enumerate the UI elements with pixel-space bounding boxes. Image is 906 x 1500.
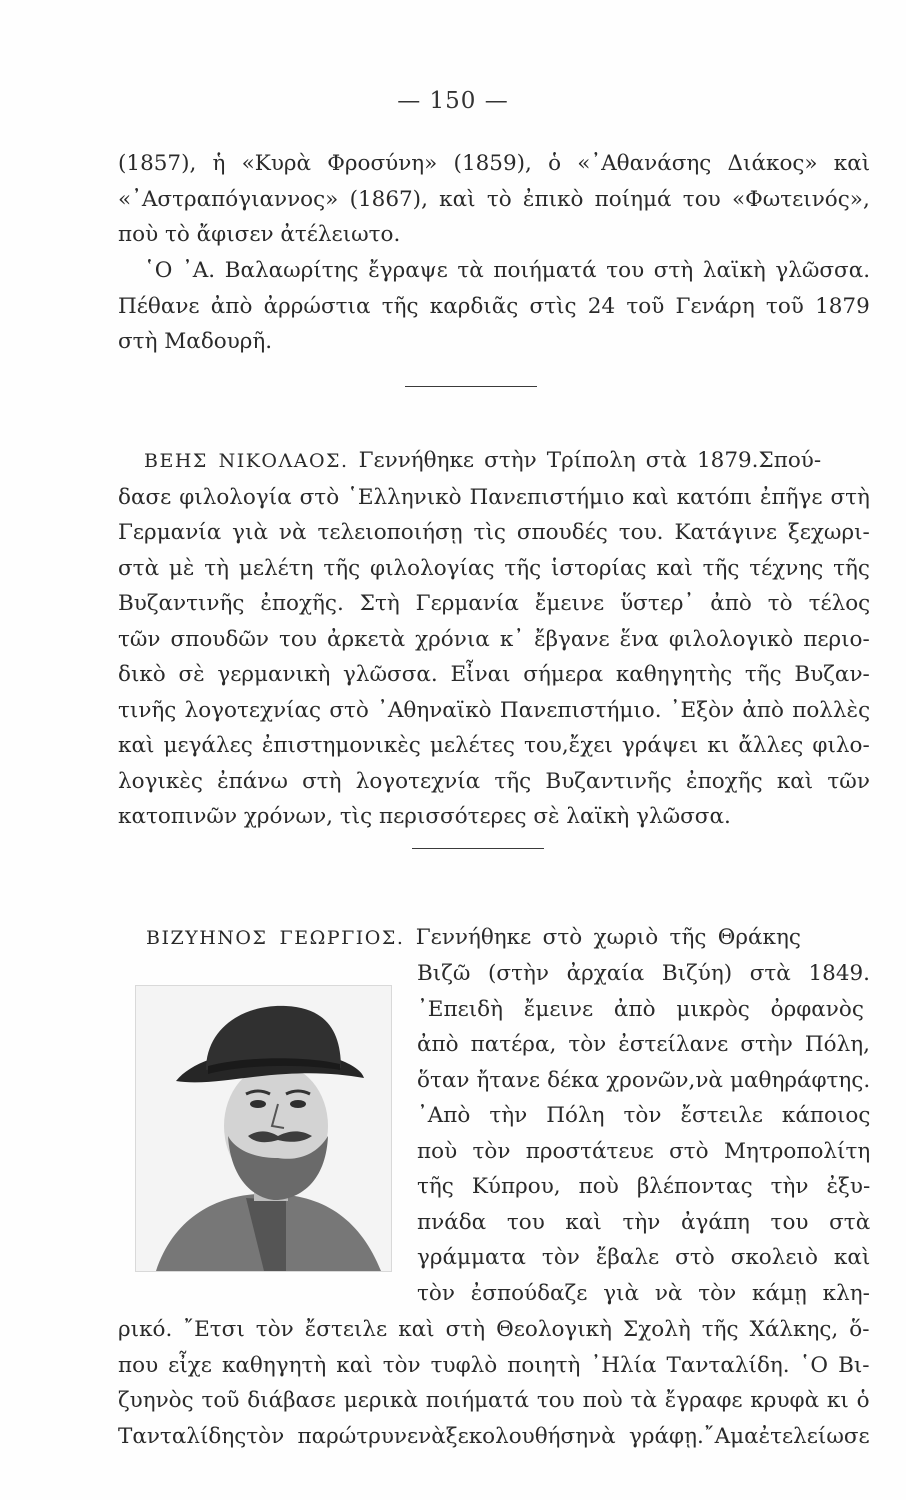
entry-vizyinos-wrapped	[417, 956, 870, 1311]
entry-vizyinos-heading	[118, 920, 870, 957]
entry-name: ΒΙΖΥΗΝΟΣ ΓΕΩΡΓΙΟΣ.	[146, 927, 405, 949]
text-line: δασε φιλολογία στὸ ῾Ελληνικὸ Πανεπιστήμιο καὶ κατόπι ἐπῆγε στὴ	[118, 484, 870, 510]
text-line: Γερμανία γιὰ νὰ τελειοποιήσῃ τὶς σπουδές του. Κατάγινε ξεχωρι-	[118, 520, 870, 545]
entry-text: Γεννήθηκε στὴν Τρίπολη στὰ 1879.Σπού-	[358, 448, 822, 473]
text-line: ῾Ο ᾿Α. Βαλαωρίτης ἔγραψε τὰ ποιήματά του στὴ λαϊκὴ γλῶσσα.	[144, 258, 870, 283]
text-line: λογικὲς ἐπάνω στὴ λογοτεχνία τῆς Βυζαντινῆς ἐποχῆς καὶ τῶν	[118, 768, 870, 794]
entry-vizyinos-continued	[118, 1312, 870, 1454]
text-line: τῶν σπουδῶν του ἀρκετὰ χρόνια κ᾿ ἔβγανε ἕνα φιλολογικὸ περιο-	[118, 626, 870, 652]
text-line: τὸν ἐσπούδαζε γιὰ νὰ τὸν κάμῃ κλη-	[417, 1280, 870, 1306]
text-line: ζυηνὸς τοῦ διάβασε μερικὰ ποιήματά του ποὺ τὰ ἔγραφε κρυφὰ κι ὁ	[118, 1388, 870, 1413]
text-line: γράμματα τὸν ἔβαλε στὸ σκολειὸ καὶ	[417, 1245, 871, 1270]
text-line: ᾿Απὸ τὴν Πόλη τὸν ἔστειλε κάποιος	[417, 1103, 871, 1128]
text-line: ρικό. ῎Ετσι τὸν ἔστειλε καὶ στὴ Θεολογικὴ Σχολὴ τῆς Χάλκης, ὅ-	[118, 1317, 870, 1342]
text-line: καὶ μεγάλες ἐπιστημονικὲς μελέτες του,ἔχει γράψει κι ἄλλες φιλο-	[118, 733, 870, 758]
text-line: ποὺ τὸ ἄφισεν ἀτέλειωτο.	[118, 222, 401, 247]
text-line: Βιζῶ (στὴν ἀρχαία Βιζύη) στὰ 1849.	[417, 961, 871, 986]
entry-vernes	[118, 443, 870, 835]
text-line: τινῆς λογοτεχνίας στὸ ᾿Αθηναϊκὸ Πανεπιστήμιο. ᾿Εξὸν ἀπὸ πολλὲς	[118, 697, 870, 723]
portrait-image	[135, 985, 392, 1272]
section-divider	[412, 848, 544, 849]
paragraph-valaoritis-death	[118, 253, 870, 360]
text-line: ποὺ τὸν προστάτευε στὸ Μητροπολίτη	[417, 1138, 871, 1164]
text-line: ὅταν ἤτανε δέκα χρονῶν,νὰ μαθηράφτης.	[417, 1067, 871, 1093]
paragraph-valaoritis-works	[118, 146, 870, 253]
text-line: στὴ Μαδουρῆ.	[118, 329, 273, 354]
text-line: Πέθανε ἀπὸ ἀρρώστια τῆς καρδιᾶς στὶς 24 τοῦ Γενάρη τοῦ 1879	[118, 293, 870, 319]
text-line: στὰ μὲ τὴ μελέτη τῆς φιλολογίας τῆς ἱστορίας καὶ τῆς τέχνης τῆς	[118, 555, 870, 581]
section-divider	[405, 386, 537, 387]
text-line: ἀπὸ πατέρα, τὸν ἐστείλανε στὴν Πόλη,	[417, 1032, 870, 1057]
text-line: «᾿Αστραπόγιαννος» (1867), καὶ τὸ ἐπικὸ ποίημά του «Φωτεινός»,	[118, 186, 870, 212]
page-number: — 150 —	[397, 88, 509, 114]
entry-text: Γεννήθηκε στὸ χωριὸ τῆς Θράκης	[415, 925, 801, 950]
text-line: δικὸ σὲ γερμανικὴ γλῶσσα. Εἶναι σήμερα καθηγητὴς τῆς Βυζαν-	[118, 662, 870, 687]
entry-first-line	[118, 920, 870, 957]
text-line: Βυζαντινῆς ἐποχῆς. Στὴ Γερμανία ἔμεινε ὕστερ᾿ ἀπὸ τὸ τέλος	[118, 591, 870, 616]
entry-name: ΒΕΗΣ ΝΙΚΟΛΑΟΣ.	[144, 450, 349, 472]
text-line: που εἶχε καθηγητὴ καὶ τὸν τυφλὸ ποιητὴ ᾿Ηλία Τανταλίδη. ῾Ο Βι-	[118, 1352, 870, 1378]
portrait-drawing	[136, 986, 391, 1271]
text-line: κατοπινῶν χρόνων, τὶς περισσότερες σὲ λαϊκὴ γλῶσσα.	[118, 804, 731, 829]
text-line: (1857), ἡ «Κυρὰ Φροσύνη» (1859), ὁ «᾿Αθανάσης Διάκος» καὶ	[118, 151, 870, 176]
entry-first-line	[118, 443, 870, 480]
text-line: Τανταλίδηςτὸν παρώτρυνενὰξεκολουθήσηνὰ γράφῃ.῎Αμαἐτελείωσε	[118, 1423, 870, 1449]
text-line: ᾿Επειδὴ ἔμεινε ἀπὸ μικρὸς ὀρφανὸς	[417, 996, 864, 1022]
text-line: τῆς Κύπρου, ποὺ βλέποντας τὴν ἐξυ-	[417, 1174, 871, 1199]
text-line: πνάδα του καὶ τὴν ἀγάπη του στὰ	[417, 1209, 871, 1235]
